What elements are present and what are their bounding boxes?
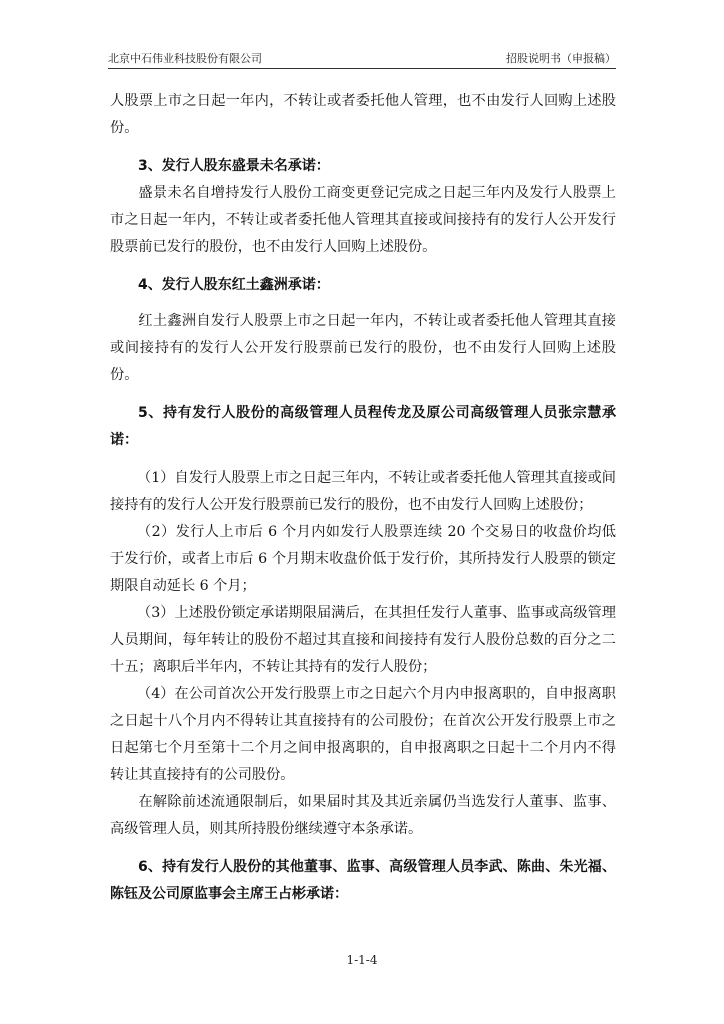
paragraph-5-item-1: （1）自发行人股票上市之日起三年内，不转让或者委托他人管理其直接或间接持有的发行人公开发行股票前已发行的股份，也不由发行人回购上述股份； [110, 470, 616, 513]
page-header [108, 50, 616, 68]
section-heading-6: 6、持有发行人股份的其他董事、监事、高级管理人员李武、陈曲、朱光福、陈钰及公司原监事会主席王占彬承诺： [110, 859, 616, 902]
header-company-name: 北京中石伟业科技股份有限公司 [108, 52, 262, 65]
paragraph-5-note: 在解除前述流通限制后，如果届时其及其近亲属仍当选发行人董事、监事、高级管理人员，则其所持股份继续遵守本条承诺。 [110, 794, 616, 837]
section-heading-5: 5、持有发行人股份的高级管理人员程传龙及原公司高级管理人员张宗慧承诺： [110, 405, 616, 448]
paragraph-continued: 人股票上市之日起一年内，不转让或者委托他人管理，也不由发行人回购上述股份。 [110, 93, 616, 136]
section-heading-4: 4、发行人股东红土鑫洲承诺： [138, 277, 330, 293]
document-body [110, 88, 616, 908]
paragraph-3: 盛景未名自增持发行人股份工商变更登记完成之日起三年内及发行人股票上市之日起一年内，不转让或者委托他人管理其直接或间接持有的发行人公开发行股票前已发行的股份，也不由发行人回购上述股份。 [110, 185, 616, 255]
section-heading-3: 3、发行人股东盛景未名承诺： [138, 158, 330, 174]
page-number: 1-1-4 [346, 953, 378, 967]
header-divider [108, 68, 616, 69]
paragraph-5-item-3: （3）上述股份锁定承诺期限届满后，在其担任发行人董事、监事或高级管理人员期间，每年转让的股份不超过其直接和间接持有发行人股份总数的百分之二十五；离职后半年内，不转让其持有的发行人股份； [110, 605, 616, 675]
paragraph-5-item-2: （2）发行人上市后 6 个月内如发行人股票连续 20 个交易日的收盘价均低于发行价，或者上市后 6 个月期末收盘价低于发行价，其所持发行人股票的锁定期限自动延长 6 个月； [110, 524, 616, 594]
paragraph-5-item-4: （4）在公司首次公开发行股票上市之日起六个月内申报离职的，自申报离职之日起十八个月内不得转让其直接持有的公司股份；在首次公开发行股票上市之日起第七个月至第十二个月之间申报离职的，自申报离职之日起十二个月内不得转让其直接持有的公司股份。 [110, 686, 616, 783]
paragraph-4: 红土鑫洲自发行人股票上市之日起一年内，不转让或者委托他人管理其直接或间接持有的发行人公开发行股票前已发行的股份，也不由发行人回购上述股份。 [110, 313, 616, 383]
header-document-title: 招股说明书（申报稿） [506, 52, 616, 65]
